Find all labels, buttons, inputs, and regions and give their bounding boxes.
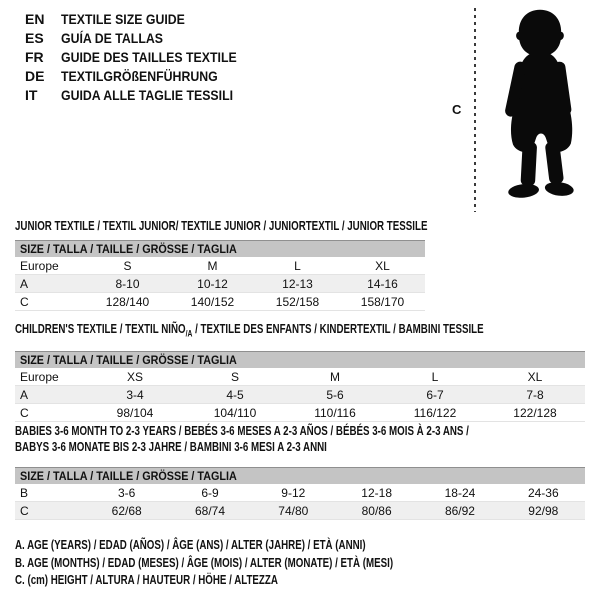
cell: XS (126, 369, 143, 384)
legend-text: B. AGE (MONTHS) / EDAD (MESES) / ÂGE (MOIS) / ALTER (MONATE) / ETÀ (MESI) (15, 554, 394, 570)
babies-table (15, 467, 585, 520)
row-label: A (20, 276, 29, 291)
cell: 8-10 (115, 276, 140, 291)
table-row (15, 293, 425, 311)
cell: M (330, 369, 340, 384)
cell: 7-8 (526, 387, 544, 402)
row-label: B (20, 485, 29, 500)
language-title-list (25, 10, 261, 105)
table-row (15, 404, 585, 422)
cell: 80/86 (361, 503, 392, 518)
lang-row-de (25, 67, 261, 86)
cell: S (123, 258, 132, 273)
cell: 9-12 (281, 485, 306, 500)
lang-code: EN (25, 11, 45, 27)
lang-row-en (25, 10, 261, 29)
babies-title-line2: BABYS 3-6 MONATE BIS 2-3 JAHRE / BAMBINI 3-6 MESI A 2-3 ANNI (15, 439, 327, 454)
size-header-label: SIZE / TALLA / TAILLE / GRÖSSE / TAGLIA (20, 242, 237, 256)
size-header-bar (15, 467, 585, 484)
cell: 12-13 (282, 276, 313, 291)
cell: S (230, 369, 239, 384)
cell: 152/158 (275, 294, 320, 309)
cell: 10-12 (197, 276, 228, 291)
table-row (15, 502, 585, 520)
toddler-silhouette-icon (487, 4, 593, 212)
lang-code: FR (25, 49, 44, 65)
cell: 98/104 (116, 405, 154, 420)
cell: 6-9 (201, 485, 219, 500)
legend-line-b (15, 554, 519, 572)
cell: 5-6 (326, 387, 344, 402)
lang-row-fr (25, 48, 261, 67)
lang-label: TEXTILE SIZE GUIDE (61, 11, 185, 27)
lang-code: IT (25, 87, 38, 103)
size-header-label: SIZE / TALLA / TAILLE / GRÖSSE / TAGLIA (20, 353, 237, 367)
children-title-sub: /A (185, 328, 193, 339)
cell: 140/152 (190, 294, 235, 309)
children-table (15, 351, 585, 422)
row-label: A (20, 387, 29, 402)
cell: L (431, 369, 439, 384)
children-table-title (15, 321, 484, 342)
cell: 24-36 (527, 485, 559, 500)
row-label: C (20, 405, 29, 420)
cell: XL (527, 369, 543, 384)
cell: L (294, 258, 301, 273)
cell: 92/98 (528, 503, 559, 518)
cell: 62/68 (111, 503, 142, 518)
measure-legend (15, 536, 519, 589)
size-header-label: SIZE / TALLA / TAILLE / GRÖSSE / TAGLIA (20, 469, 237, 483)
cell: 6-7 (426, 387, 444, 402)
table-row (15, 368, 585, 386)
babies-table-title (15, 423, 469, 455)
row-label: C (20, 503, 29, 518)
cell: 110/116 (314, 405, 356, 420)
lang-code: DE (25, 68, 45, 84)
cell: 3-6 (117, 485, 136, 500)
junior-table (15, 240, 425, 311)
cell: 68/74 (194, 503, 225, 518)
table-row (15, 257, 425, 275)
children-title-pre: CHILDREN'S TEXTILE / TEXTIL NIÑO (15, 321, 186, 336)
cell: 116/122 (413, 405, 457, 420)
cell: 104/110 (213, 405, 257, 420)
children-title-post: / TEXTILE DES ENFANTS / KINDERTEXTIL / BAMBINI TESSILE (192, 321, 484, 336)
cell: 122/128 (513, 405, 557, 420)
height-measure-label: C (452, 102, 462, 117)
cell: 74/80 (278, 503, 309, 518)
size-header-bar (15, 240, 425, 257)
row-label: Europe (20, 369, 59, 384)
size-header-bar (15, 351, 585, 368)
lang-label: GUIDA ALLE TAGLIE TESSILI (61, 87, 234, 103)
lang-label: GUÍA DE TALLAS (61, 30, 163, 46)
babies-title-line1: BABIES 3-6 MONTH TO 2-3 YEARS / BEBÉS 3-6 MESES A 2-3 AÑOS / BÉBÉS 3-6 MOIS À 2-3 ANS / (15, 423, 469, 438)
cell: 158/170 (360, 294, 405, 309)
cell: 18-24 (444, 485, 476, 500)
height-measure-dotted-line (474, 8, 476, 212)
legend-line-a (15, 536, 519, 554)
legend-text: C. (cm) HEIGHT / ALTURA / HAUTEUR / HÖHE / ALTEZZA (15, 572, 278, 587)
lang-code: ES (25, 30, 44, 46)
junior-table-title: JUNIOR TEXTILE / TEXTIL JUNIOR/ TEXTILE JUNIOR / JUNIORTEXTIL / JUNIOR TESSILE (15, 218, 428, 233)
lang-row-es (25, 29, 261, 48)
table-row (15, 275, 425, 293)
legend-text: A. AGE (YEARS) / EDAD (AÑOS) / ÂGE (ANS) / ALTER (JAHRE) / ETÀ (ANNI) (15, 537, 366, 552)
table-row (15, 484, 585, 502)
cell: M (207, 258, 218, 273)
cell: 128/140 (105, 294, 150, 309)
cell: XL (375, 258, 390, 273)
legend-line-c (15, 571, 519, 589)
cell: 12-18 (361, 485, 392, 500)
lang-label: TEXTILGRÖßENFÜHRUNG (61, 68, 218, 84)
cell: 14-16 (367, 276, 398, 291)
lang-label: GUIDE DES TAILLES TEXTILE (61, 49, 237, 65)
row-label: Europe (20, 258, 59, 273)
lang-row-it (25, 86, 261, 105)
cell: 86/92 (444, 503, 475, 518)
cell: 3-4 (126, 387, 144, 402)
table-row (15, 386, 585, 404)
row-label: C (20, 294, 29, 309)
cell: 4-5 (226, 387, 244, 402)
